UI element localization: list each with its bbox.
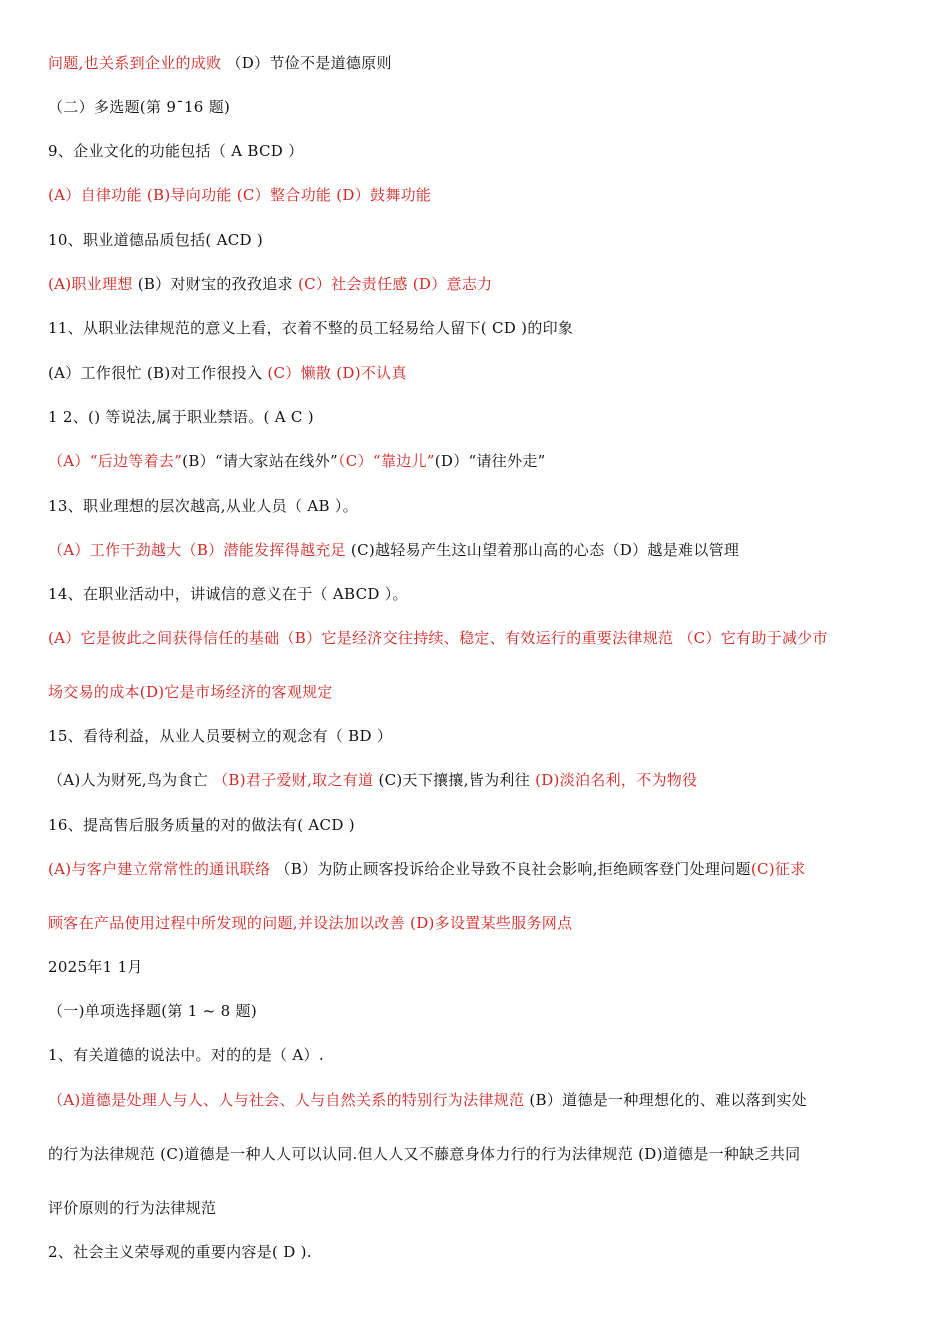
- answer-text: (D)淡泊名利，不为物役: [535, 771, 698, 789]
- options-14-cont: [48, 681, 333, 702]
- text-line: [48, 52, 392, 73]
- answer-text: （A)道德是处理人与人、人与社会、人与自然关系的特别行为法律规范: [48, 1091, 525, 1109]
- question-13: [48, 495, 358, 516]
- question-16: [48, 814, 355, 835]
- question-text: 1、有关道德的说法中。对的的是（ A）.: [48, 1046, 324, 1064]
- answer-text: (C）懒散 (D)不认真: [267, 364, 407, 382]
- question-text: （A)人为财死,鸟为食亡: [48, 771, 214, 789]
- options-16: [48, 858, 806, 879]
- answer-text: 顾客在产品使用过程中所发现的问题,并设法加以改善 (D)多设置某些服务网点: [48, 914, 573, 932]
- question-9: [48, 140, 304, 161]
- section-heading: [48, 96, 230, 117]
- question-text: 1 2、() 等说法,属于职业禁语。( A C ): [48, 408, 314, 426]
- options-16-cont: [48, 912, 572, 933]
- answer-text: （C）“靠边儿”: [338, 452, 435, 470]
- question-text: (B）对财宝的孜孜追求: [132, 275, 298, 293]
- question-10: [48, 229, 263, 250]
- question-text: (C)越轻易产生这山望着那山高的心态（D）越是难以管理: [345, 541, 740, 559]
- question-14: [48, 583, 408, 604]
- answer-text: 场交易的成本(D)它是市场经济的客观规定: [48, 683, 333, 701]
- answer-text: 问题,也关系到企业的成败: [48, 54, 222, 72]
- options-1-cont: [48, 1143, 800, 1164]
- answer-text: (A)与客户建立常常性的通讯联络: [48, 860, 271, 878]
- question-1: [48, 1044, 324, 1065]
- options-1-cont: [48, 1197, 216, 1218]
- question-text: 10、职业道德品质包括( ACD ): [48, 231, 264, 249]
- question-text: 16、提高售后服务质量的对的做法有( ACD ): [48, 816, 355, 834]
- answer-text: （A）工作干劲越大（B）潜能发挥得越充足: [48, 541, 346, 559]
- question-text: （D）节俭不是道德原则: [221, 54, 392, 72]
- question-text: （二）多选题(第 9¯16 题): [48, 98, 231, 116]
- question-text: 11、从职业法律规范的意义上看，衣着不整的员工轻易给人留下( CD )的印象: [48, 319, 574, 337]
- answer-text: （B)君子爱财,取之有道: [213, 771, 374, 789]
- question-text: （一)单项选择题(第 1 ~ 8 题): [48, 1002, 257, 1020]
- question-text: 评价原则的行为法律规范: [48, 1199, 217, 1217]
- answer-text: (A)职业理想: [48, 275, 133, 293]
- section-heading: [48, 1000, 257, 1021]
- question-text: 13、职业理想的层次越高,从业人员（ AB ）。: [48, 497, 358, 515]
- question-text: (B）道德是一种理想化的、难以落到实处: [524, 1091, 807, 1109]
- question-text: 15、看待利益，从业人员要树立的观念有（ BD ）: [48, 727, 393, 745]
- question-11: [48, 317, 573, 338]
- options-12: [48, 450, 546, 471]
- answer-text: (C)征求: [750, 860, 806, 878]
- question-text: (B）“请大家站在线外”: [182, 452, 338, 470]
- question-text: 9、企业文化的功能包括（ A BCD ）: [48, 142, 304, 160]
- options-9: [48, 184, 431, 205]
- question-text: 2、社会主义荣辱观的重要内容是( D ).: [48, 1243, 312, 1261]
- answer-text: (A）自律功能 (B)导向功能 (C）整合功能 (D）鼓舞功能: [48, 186, 432, 204]
- question-text: (D）“请往外走”: [434, 452, 546, 470]
- question-text: (C)天下攘攘,皆为利往: [373, 771, 536, 789]
- options-13: [48, 539, 739, 560]
- question-12: [48, 406, 314, 427]
- options-11: [48, 362, 407, 383]
- question-2: [48, 1241, 312, 1262]
- options-14: [48, 627, 828, 648]
- exam-date: [48, 956, 143, 977]
- options-15: [48, 769, 697, 790]
- question-15: [48, 725, 392, 746]
- options-1: [48, 1089, 807, 1110]
- options-10: [48, 273, 492, 294]
- question-text: （B）为防止顾客投诉给企业导致不良社会影响,拒绝顾客登门处理问题: [270, 860, 751, 878]
- question-text: (A）工作很忙 (B)对工作很投入: [48, 364, 268, 382]
- answer-text: （A）“后边等着去”: [48, 452, 183, 470]
- answer-text: (A）它是彼此之间获得信任的基础（B）它是经济交往持续、稳定、有效运行的重要法律规范 （C）它有助于减少市: [48, 629, 828, 647]
- question-text: 2025年1 1月: [48, 958, 143, 976]
- question-text: 14、在职业活动中，讲诚信的意义在于（ ABCD ）。: [48, 585, 408, 603]
- question-text: 的行为法律规范 (C)道德是一种人人可以认同.但人人又不藤意身体力行的行为法律规范 (D)道德是一种缺乏共同: [48, 1145, 801, 1163]
- answer-text: (C）社会责任感 (D）意志力: [297, 275, 493, 293]
